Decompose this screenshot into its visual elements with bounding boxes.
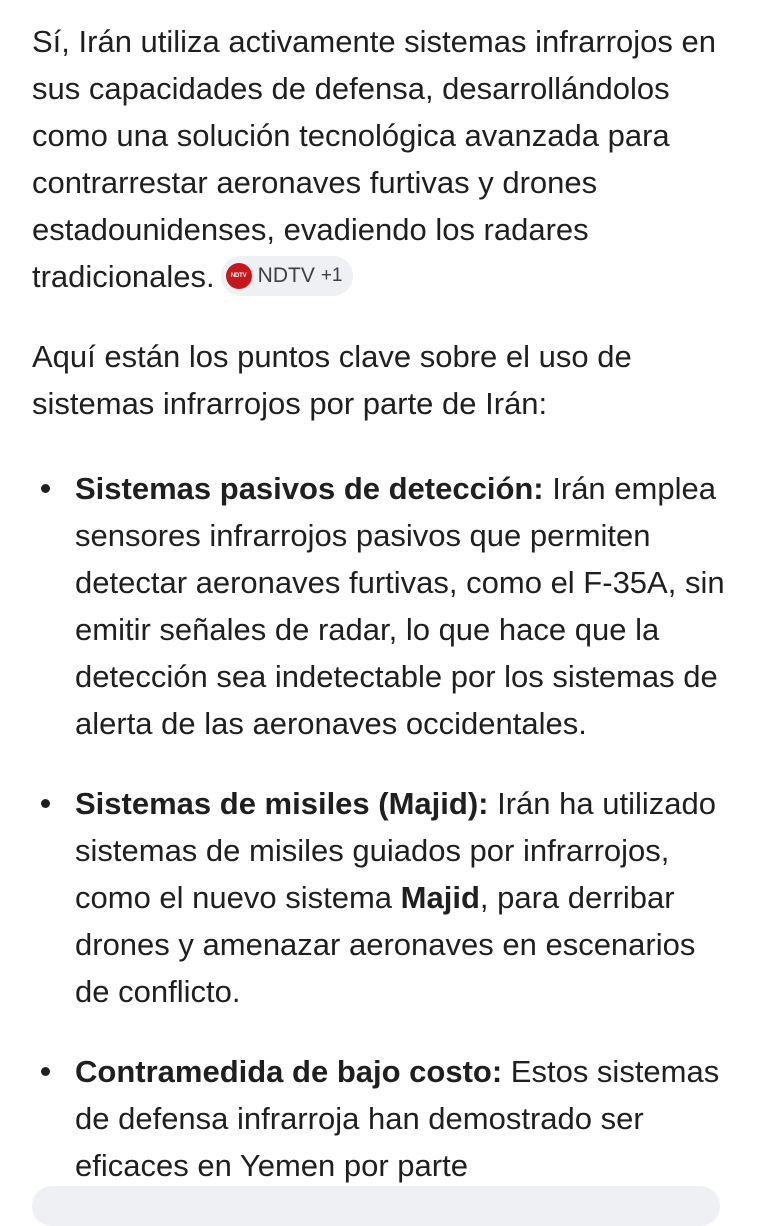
- bullet-text: Estos sistemas de defensa infrarroja han demostrado ser eficaces en Yemen por parte: [75, 1054, 720, 1183]
- source-chip-name: NDTV: [257, 263, 315, 287]
- list-item-passive-detection: [32, 465, 732, 747]
- bullet-title: Sistemas de misiles (Majid):: [75, 786, 489, 821]
- list-item-missile-systems: [32, 780, 732, 1015]
- bullet-title: Contramedida de bajo costo:: [75, 1054, 503, 1089]
- source-chip-extra-count: +1: [320, 264, 343, 286]
- intro-text: Sí, Irán utiliza activamente sistemas infrarrojos en sus capacidades de defensa, desarrollándolos como una solución tecnológica avanzada para contrarrestar aeronaves furtivas y drones estadounidenses, evadiendo los radares tradicionales.: [32, 24, 716, 294]
- key-points-list: [32, 465, 732, 1189]
- bullet-dot-icon: [41, 484, 50, 493]
- bottom-input-bar[interactable]: [32, 1186, 720, 1226]
- list-item-low-cost-countermeasure: [32, 1048, 732, 1189]
- intro-paragraph: [32, 18, 732, 300]
- source-chip-ndtv[interactable]: [221, 256, 353, 296]
- bullet-text-continued: , para derribar drones y amenazar aeronaves en escenarios de conflicto.: [75, 880, 696, 1009]
- ai-answer-content: [32, 18, 732, 1189]
- bullet-dot-icon: [41, 799, 50, 808]
- bullet-dot-icon: [41, 1067, 50, 1076]
- bullet-text: Irán ha utilizado sistemas de misiles guiados por infrarrojos, como el nuevo sistema: [75, 786, 716, 915]
- ndtv-logo-icon: NDTV: [226, 263, 252, 289]
- bullet-bold-term: Majid: [400, 880, 480, 915]
- key-points-intro: Aquí están los puntos clave sobre el uso de sistemas infrarrojos por parte de Irán:: [32, 339, 632, 421]
- bullet-title: Sistemas pasivos de detección:: [75, 471, 544, 506]
- bullet-text: Irán emplea sensores infrarrojos pasivos que permiten detectar aeronaves furtivas, como el F-35A, sin emitir señales de radar, lo que hace que la detección sea indetectable por los sistemas de alerta de las aeronaves occidentales.: [75, 471, 725, 741]
